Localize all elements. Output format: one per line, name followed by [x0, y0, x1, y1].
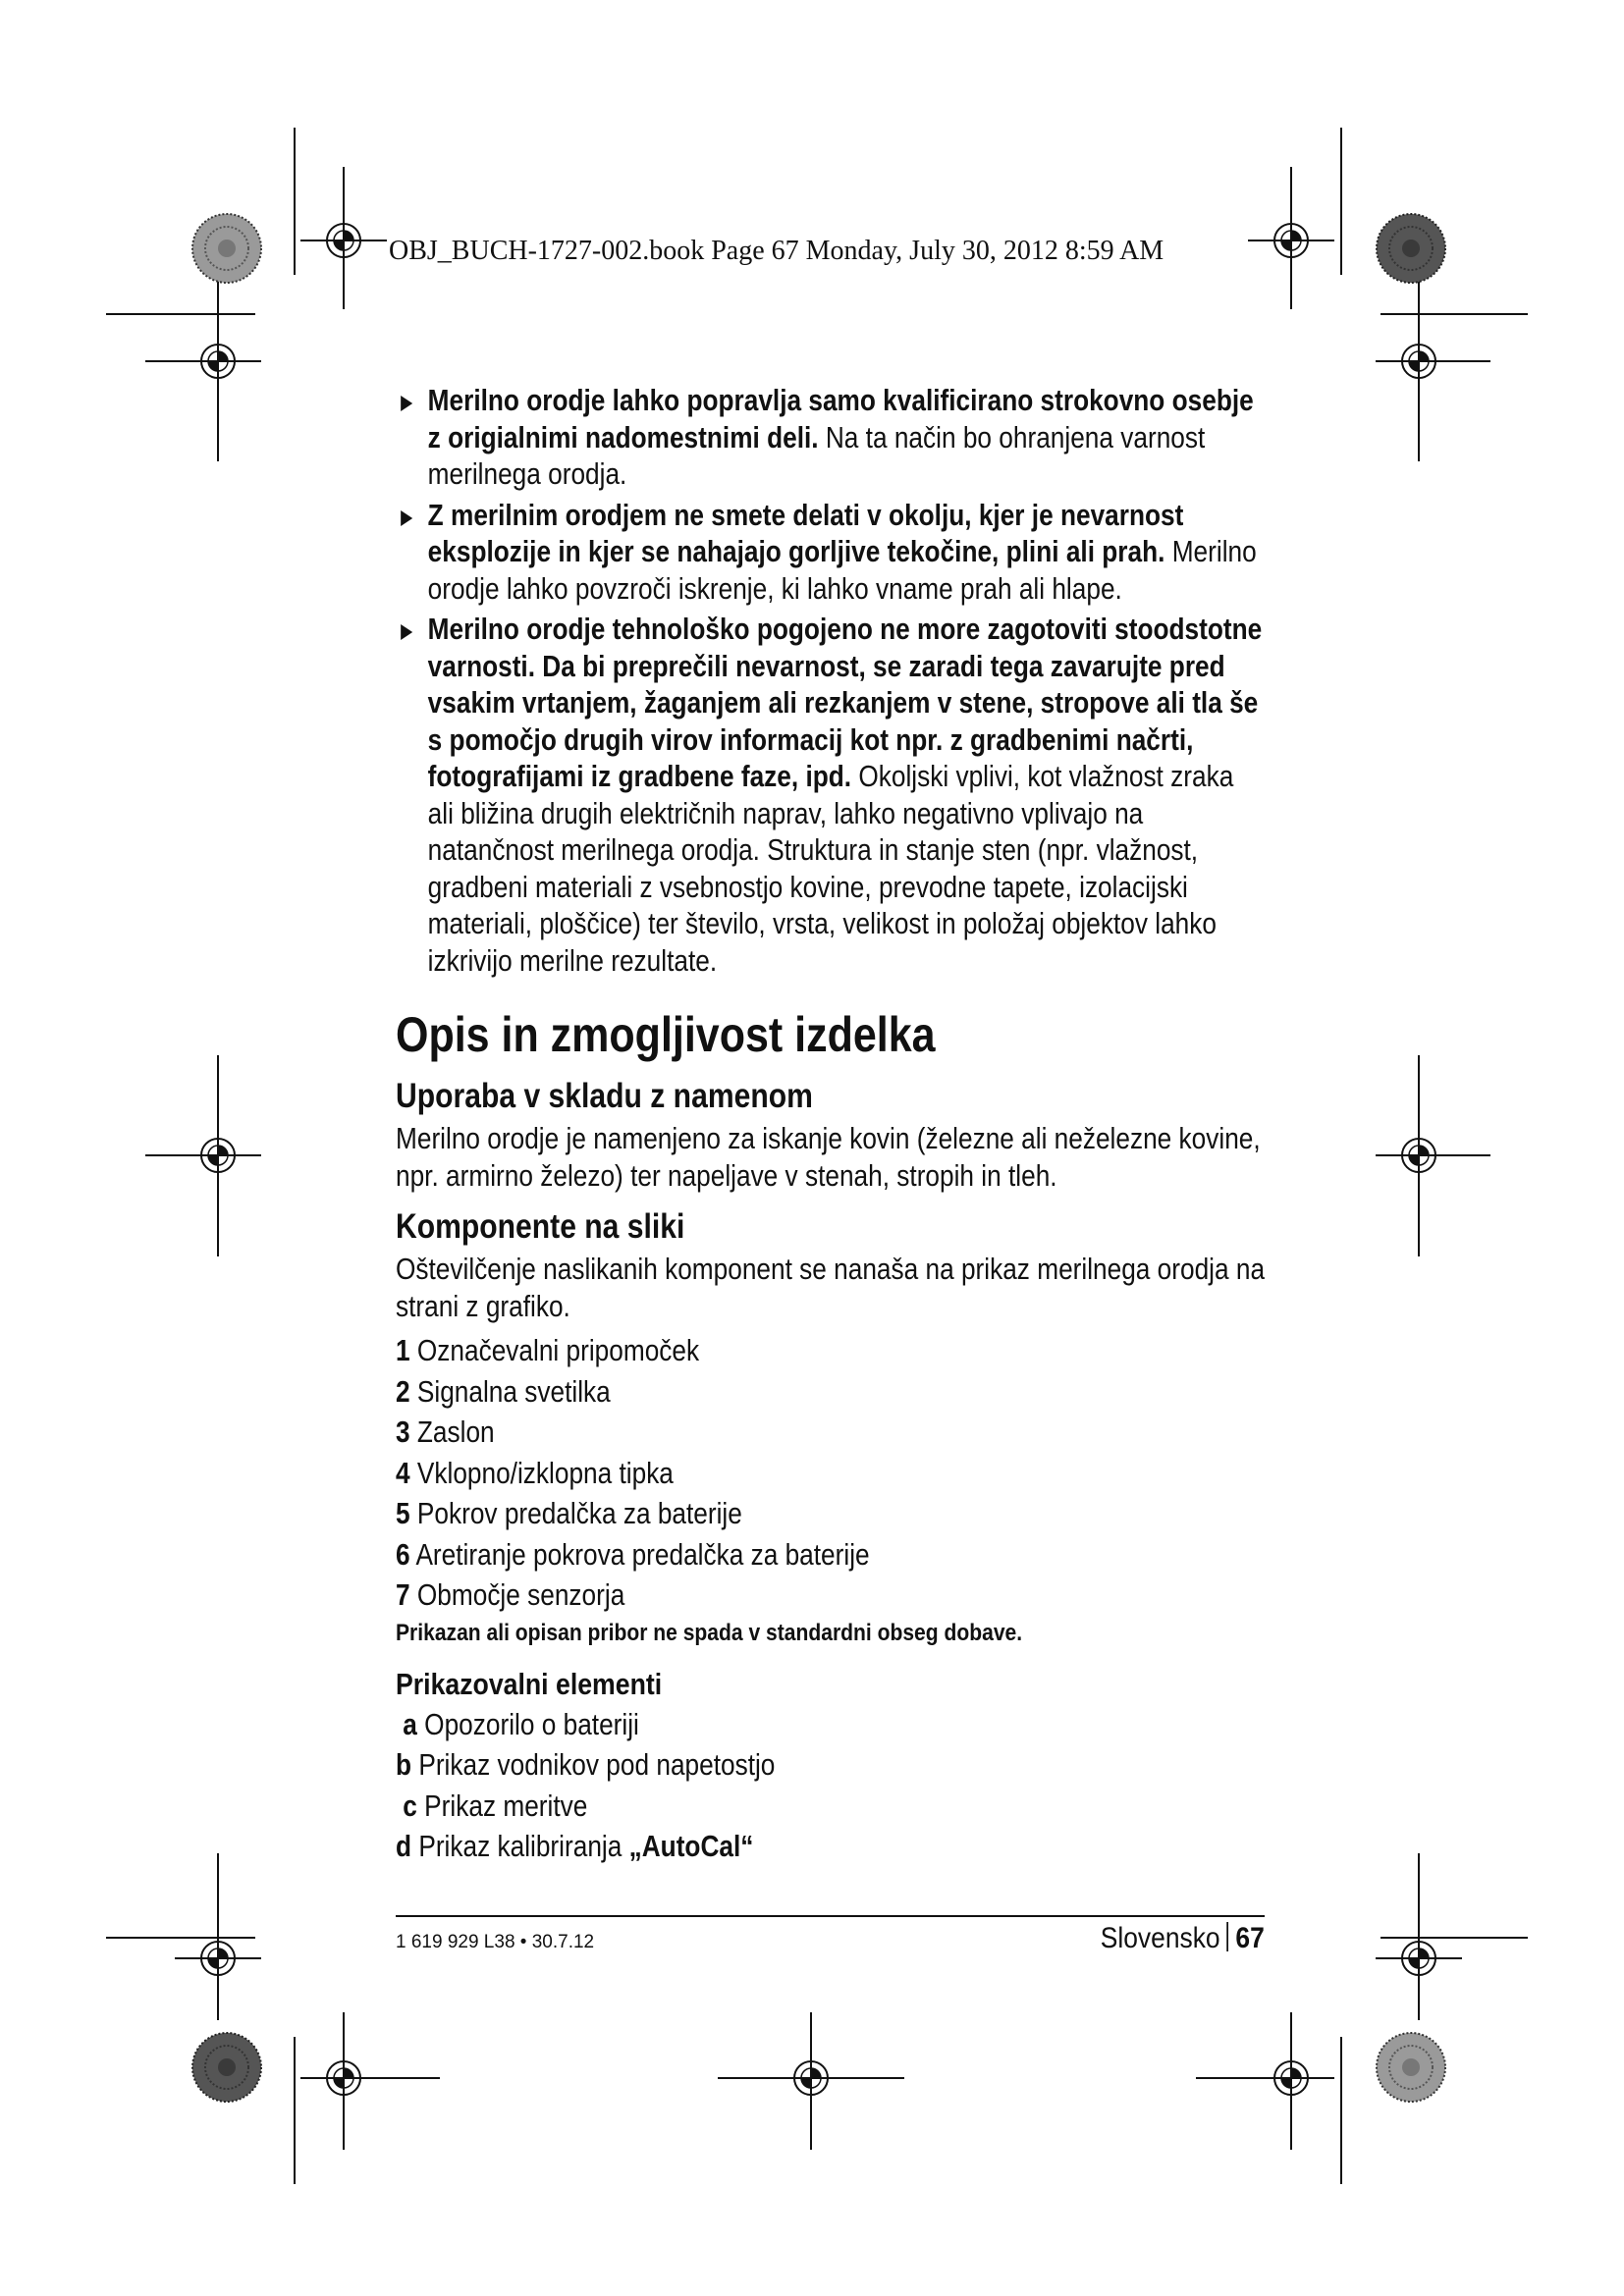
- star-target-mark: [1377, 214, 1445, 283]
- section-title: Opis in zmogljivost izdelka: [396, 1007, 936, 1062]
- list-item: 3 Zaslon: [396, 1415, 495, 1449]
- bullet-triangle-icon: [401, 624, 412, 640]
- list-item: 1 Označevalni pripomoček: [396, 1334, 700, 1367]
- accessory-note: Prikazan ali opisan pribor ne spada v standardni obseg dobave.: [396, 1619, 1023, 1646]
- page-number: 67: [1235, 1922, 1265, 1954]
- list-item: 4 Vklopno/izklopna tipka: [396, 1456, 674, 1490]
- list-item: d Prikaz kalibriranja „AutoCal“: [396, 1830, 754, 1863]
- components-intro: Oštevilčenje naslikanih komponent se nanaša na prikaz merilnega orodja na strani z grafiko.: [396, 1253, 1266, 1323]
- safety-bullet: Z merilnim orodjem ne smete delati v okolju, kjer je nevarnost eksplozije in kjer se nahajajo gorljive tekočine, plini ali prah. Merilno orodje lahko povzroči iskrenje, ki lahko vname prah ali hlape.: [396, 498, 1266, 609]
- usage-heading: Uporaba v skladu z namenom: [396, 1077, 813, 1115]
- footer-separator: [1227, 1922, 1229, 1951]
- list-item: a Opozorilo o bateriji: [403, 1707, 639, 1741]
- usage-text: Merilno orodje je namenjeno za iskanje kovin (železne ali neželezne kovine, npr. armirno železo) ter napeljave v stenah, stropih in tleh.: [396, 1122, 1261, 1193]
- list-item: c Prikaz meritve: [403, 1789, 588, 1823]
- list-item: 7 Območje senzorja: [396, 1578, 625, 1612]
- components-heading: Komponente na sliki: [396, 1207, 685, 1246]
- list-item: 6 Aretiranje pokrova predalčka za baterije: [396, 1537, 870, 1572]
- display-elements-list: [396, 1705, 1266, 1868]
- footer-doc-code: 1 619 929 L38 • 30.7.12: [396, 1932, 595, 1952]
- list-item: 2 Signalna svetilka: [396, 1374, 611, 1409]
- footer-language: Slovensko: [1100, 1922, 1220, 1954]
- display-elements-heading: Prikazovalni elementi: [396, 1666, 663, 1701]
- star-target-mark: [192, 214, 261, 283]
- list-item: 5 Pokrov predalčka za baterije: [396, 1497, 742, 1530]
- footer-rule: [396, 1915, 1265, 1917]
- page-content: [396, 383, 1265, 1868]
- safety-bullet: Merilno orodje lahko popravlja samo kvalificirano strokovno osebje z origialnimi nadomestnimi deli. Na ta način bo ohranjena varnost merilnega orodja.: [396, 383, 1266, 494]
- star-target-mark: [1377, 2033, 1445, 2102]
- star-target-mark: [192, 2033, 261, 2102]
- list-item: b Prikaz vodnikov pod napetostjo: [396, 1748, 776, 1782]
- components-list: [396, 1331, 1266, 1617]
- safety-bullet: Merilno orodje tehnološko pogojeno ne more zagotoviti stoodstotne varnosti. Da bi preprečili nevarnost, se zaradi tega zavarujte pred vsakim vrtanjem, žaganjem ali rezkanjem v stene, stropove ali tla še s pomočjo drugih virov informacij kot npr. z gradbenimi načrti, fotografijami iz gradbene faze, ipd. Okoljski vplivi, kot vlažnost zraka ali bližina drugih električnih naprav, lahko negativno vplivajo na natančnost merilnega orodja. Struktura in stanje sten (npr. vlažnost, gradbeni materiali z vsebnostjo kovine, prevodne tapete, izolacijski materiali, ploščice) ter število, vrsta, velikost in položaj objektov lahko izkrivijo merilne rezultate.: [396, 612, 1266, 980]
- book-header-line: OBJ_BUCH-1727-002.book Page 67 Monday, July 30, 2012 8:59 AM: [389, 236, 1164, 266]
- bullet-triangle-icon: [401, 510, 412, 526]
- footer-page-label: [1101, 1922, 1265, 1955]
- bullet-triangle-icon: [401, 396, 412, 411]
